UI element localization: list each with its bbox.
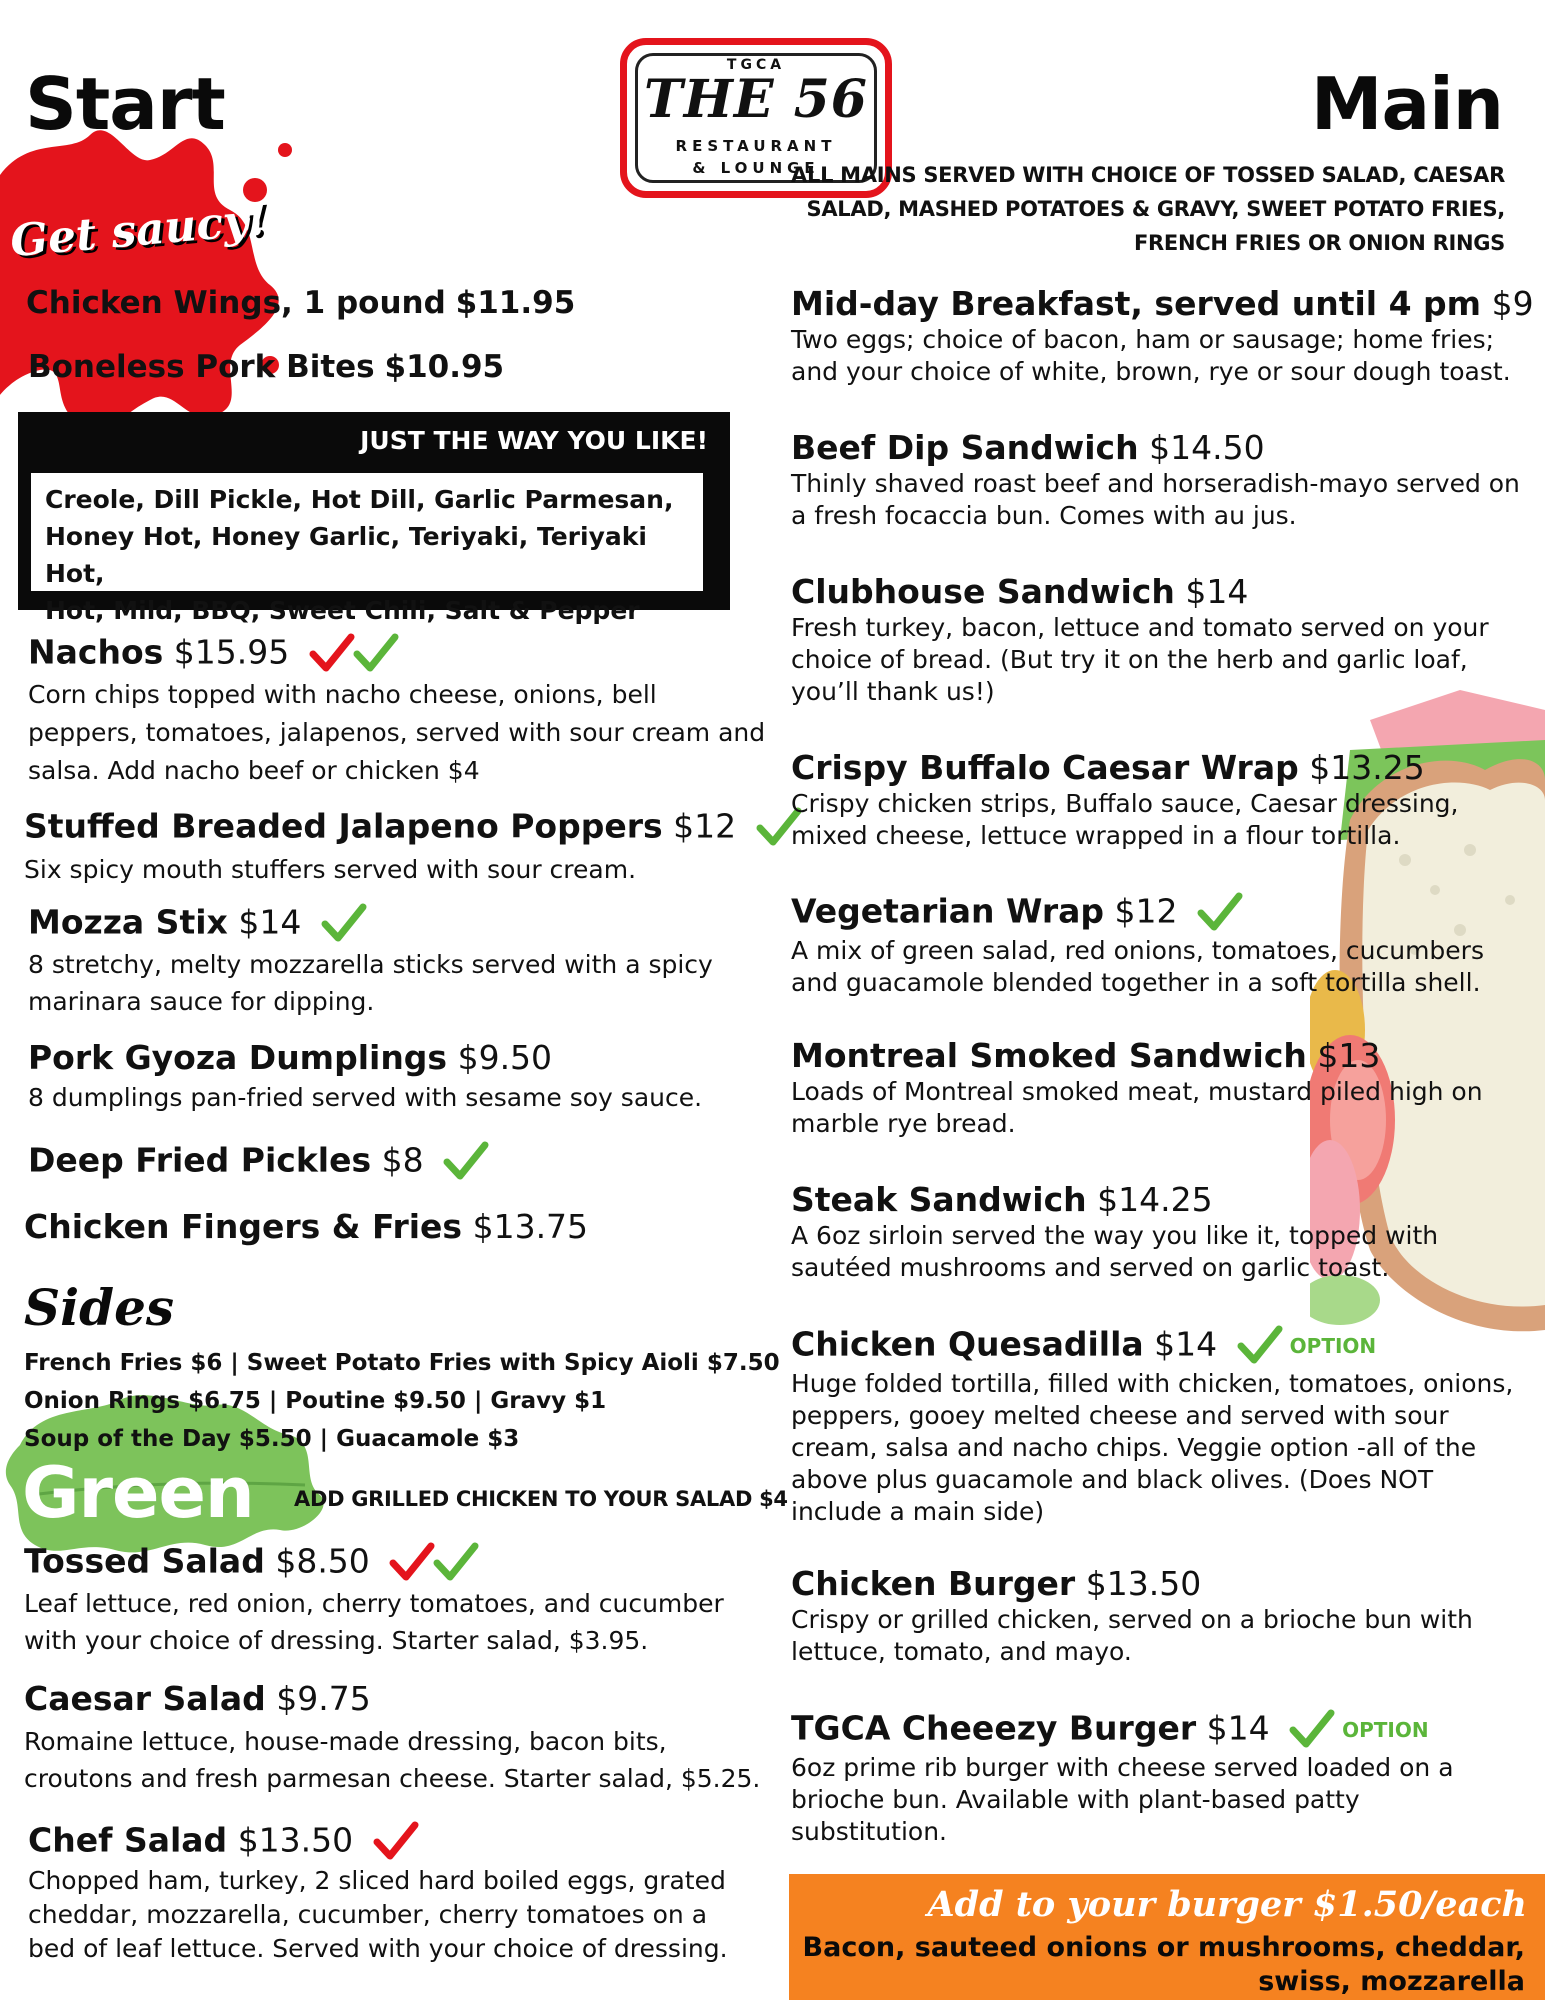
main-heading: Main <box>1310 62 1503 146</box>
item-desc: Corn chips topped with nacho cheese, onions, bell peppers, tomatoes, jalapenos, served with sour cream and salsa. Add nacho beef or chicken $4 <box>28 680 766 785</box>
menu-item <box>791 1564 1521 1668</box>
main-note-line: ALL MAINS SERVED WITH CHOICE OF TOSSED SALAD, CAESAR <box>791 163 1505 187</box>
item-desc: Crispy chicken strips, Buffalo sauce, Caesar dressing, mixed cheese, lettuce wrapped in a flour tortilla. <box>791 789 1459 850</box>
green-heading: Green <box>22 1452 254 1534</box>
get-saucy-label: Get saucy! <box>8 193 270 268</box>
item-price: $14.50 <box>1149 428 1265 467</box>
sauce-line: Creole, Dill Pickle, Hot Dill, Garlic Parmesan, <box>45 485 674 514</box>
item-desc: Leaf lettuce, red onion, cherry tomatoes, and cucumber with your choice of dressing. Starter salad, $3.95. <box>24 1589 724 1655</box>
item-name: Caesar Salad <box>24 1679 266 1718</box>
item-desc: Six spicy mouth stuffers served with sour cream. <box>24 855 637 884</box>
item-name: Deep Fried Pickles <box>28 1140 372 1180</box>
green-check-icon <box>1236 1324 1284 1368</box>
item-name: TGCA Cheeezy Burger <box>791 1708 1197 1748</box>
item-desc: Crispy or grilled chicken, served on a brioche bun with lettuce, tomato, and mayo. <box>791 1605 1473 1666</box>
pork-item <box>28 347 504 387</box>
item-name: Mid-day Breakfast, served until 4 pm <box>791 284 1482 323</box>
option-tag: OPTION <box>1342 1718 1429 1742</box>
item-name: Beef Dip Sandwich <box>791 428 1139 467</box>
sauce-list <box>28 470 706 625</box>
item-price: $14 <box>238 902 302 942</box>
sauce-box-title: JUST THE WAY YOU LIKE! <box>360 426 708 455</box>
item-price: $14 <box>1206 1708 1270 1748</box>
wings-price: $11.95 <box>455 285 576 321</box>
item-name: Clubhouse Sandwich <box>791 572 1175 611</box>
green-check-icon <box>1288 1708 1336 1752</box>
menu-item <box>28 1140 490 1184</box>
menu-item <box>791 1036 1521 1140</box>
item-desc: Thinly shaved roast beef and horseradish-mayo served on a fresh focaccia bun. Comes with au jus. <box>791 469 1520 530</box>
item-desc: Romaine lettuce, house-made dressing, bacon bits, croutons and fresh parmesan cheese. Starter salad, $5.25. <box>24 1727 761 1793</box>
logo-line1: RESTAURANT <box>675 137 837 155</box>
sides-line: French Fries $6 | Sweet Potato Fries with Spicy Aioli $7.50 <box>24 1350 780 1376</box>
item-name: Chef Salad <box>28 1820 228 1860</box>
red-check-icon <box>388 1541 436 1585</box>
logo-top: TGCA <box>726 57 786 73</box>
logo-name: THE 56 <box>644 69 868 130</box>
menu-item <box>28 902 768 1020</box>
main-note-line: FRENCH FRIES OR ONION RINGS <box>1134 231 1505 255</box>
burger-addon-title: Add to your burger $1.50/each <box>927 1884 1527 1925</box>
logo-line2: & LOUNGE <box>692 159 820 177</box>
item-name: Crispy Buffalo Caesar Wrap <box>791 748 1299 787</box>
menu-item <box>791 428 1521 532</box>
item-name: Pork Gyoza Dumplings <box>28 1038 448 1077</box>
sides-heading: Sides <box>24 1278 175 1337</box>
sauce-splash <box>0 115 310 445</box>
item-price: $13.50 <box>237 1820 354 1860</box>
item-desc: 8 dumplings pan-fried served with sesame soy sauce. <box>28 1083 703 1112</box>
main-note <box>791 158 1505 260</box>
green-check-icon <box>352 632 400 676</box>
pork-price: $10.95 <box>384 349 505 385</box>
item-price: $13.25 <box>1309 748 1425 787</box>
item-name: Mozza Stix <box>28 902 228 942</box>
item-desc: 8 stretchy, melty mozzarella sticks served with a spicy marinara sauce for dipping. <box>28 950 713 1016</box>
main-note-line: SALAD, MASHED POTATOES & GRAVY, SWEET POTATO FRIES, <box>806 197 1505 221</box>
option-tag: OPTION <box>1289 1334 1377 1358</box>
item-price: $14 <box>1185 572 1249 611</box>
green-check-icon <box>320 902 368 946</box>
item-name: Tossed Salad <box>24 1541 265 1581</box>
start-heading: Start <box>25 62 225 146</box>
item-desc: 6oz prime rib burger with cheese served loaded on a brioche bun. Available with plant-based patty substitution. <box>791 1753 1454 1846</box>
item-price: $13.75 <box>472 1207 589 1246</box>
item-price: $9.50 <box>457 1038 553 1077</box>
burger-addon-line: swiss, mozzarella <box>1258 1966 1525 1997</box>
item-price: $14 <box>1154 1324 1218 1364</box>
menu-item <box>24 1207 588 1247</box>
menu-item <box>791 572 1521 708</box>
wings-name: Chicken Wings, 1 pound <box>26 285 446 321</box>
sides-list <box>24 1344 780 1458</box>
item-desc: Two eggs; choice of bacon, ham or sausage; home fries; and your choice of white, brown, rye or sour dough toast. <box>791 325 1511 386</box>
menu-item <box>24 806 803 886</box>
menu-item <box>791 891 1521 999</box>
item-desc: A 6oz sirloin served the way you like it, topped with sautéed mushrooms and served on garlic toast. <box>791 1221 1439 1282</box>
menu-item <box>28 632 768 790</box>
sides-line: Onion Rings $6.75 | Poutine $9.50 | Gravy $1 <box>24 1388 607 1414</box>
burger-addon-line: Bacon, sauteed onions or mushrooms, cheddar, <box>802 1932 1525 1963</box>
item-name: Stuffed Breaded Jalapeno Poppers <box>24 806 663 846</box>
item-price: $12 <box>673 806 737 846</box>
item-name: Chicken Fingers & Fries <box>24 1207 463 1246</box>
item-price: $8 <box>381 1140 424 1180</box>
item-price: $12 <box>1114 891 1178 931</box>
sauce-line: Honey Hot, Honey Garlic, Teriyaki, Teriyaki Hot, <box>45 522 647 588</box>
item-price: $9.75 <box>276 1679 371 1718</box>
menu-item <box>791 1324 1521 1528</box>
menu-item <box>791 284 1534 388</box>
item-name: Vegetarian Wrap <box>791 891 1104 931</box>
menu-item <box>791 1708 1491 1848</box>
item-name: Montreal Smoked Sandwich <box>791 1036 1307 1075</box>
green-note: ADD GRILLED CHICKEN TO YOUR SALAD $4 <box>294 1487 788 1511</box>
item-desc: Fresh turkey, bacon, lettuce and tomato served on your choice of bread. (But try it on the herb and garlic loaf, you’ll thank us!) <box>791 613 1489 706</box>
pork-name: Boneless Pork Bites <box>28 349 375 385</box>
item-price: $13.50 <box>1085 1564 1202 1603</box>
wings-item <box>26 283 575 323</box>
red-check-icon <box>372 1820 420 1864</box>
menu-item <box>791 748 1521 852</box>
item-price: $8.50 <box>275 1541 370 1581</box>
item-desc: Chopped ham, turkey, 2 sliced hard boiled eggs, grated cheddar, mozzarella, cucumber, cherry tomatoes on a bed of leaf lettuce. Served with your choice of dressing. <box>28 1866 728 1963</box>
sauce-line: Hot, Mild, BBQ, Sweet Chili, Salt & Pepper <box>45 596 640 625</box>
menu-item <box>791 1180 1521 1284</box>
item-name: Nachos <box>28 632 164 672</box>
menu-item <box>28 1820 758 1966</box>
item-name: Chicken Burger <box>791 1564 1076 1603</box>
menu-item <box>28 1038 768 1114</box>
green-check-icon <box>432 1541 480 1585</box>
red-check-icon <box>308 632 356 676</box>
item-price: $14.25 <box>1097 1180 1213 1219</box>
item-price: $13 <box>1317 1036 1381 1075</box>
menu-item <box>24 1541 764 1659</box>
burger-addon-box <box>789 1874 1545 2000</box>
sauce-box <box>18 412 730 625</box>
item-name: Steak Sandwich <box>791 1180 1087 1219</box>
item-desc: Loads of Montreal smoked meat, mustard piled high on marble rye bread. <box>791 1077 1483 1138</box>
sides-line: Soup of the Day $5.50 | Guacamole $3 <box>24 1426 520 1452</box>
menu-item <box>24 1679 764 1797</box>
item-name: Chicken Quesadilla <box>791 1324 1144 1364</box>
item-desc: A mix of green salad, red onions, tomatoes, cucumbers and guacamole blended together in a soft tortilla shell. <box>791 936 1484 997</box>
item-desc: Huge folded tortilla, filled with chicken, tomatoes, onions, peppers, gooey melted cheese and served with sour cream, salsa and nacho chips. Veggie option -all of the above plus guacamole and black olives. (Does NOT include a main side) <box>791 1369 1514 1526</box>
green-check-icon <box>442 1140 490 1184</box>
item-price: $9 <box>1491 284 1534 323</box>
green-check-icon <box>1196 891 1244 935</box>
item-price: $15.95 <box>173 632 290 672</box>
